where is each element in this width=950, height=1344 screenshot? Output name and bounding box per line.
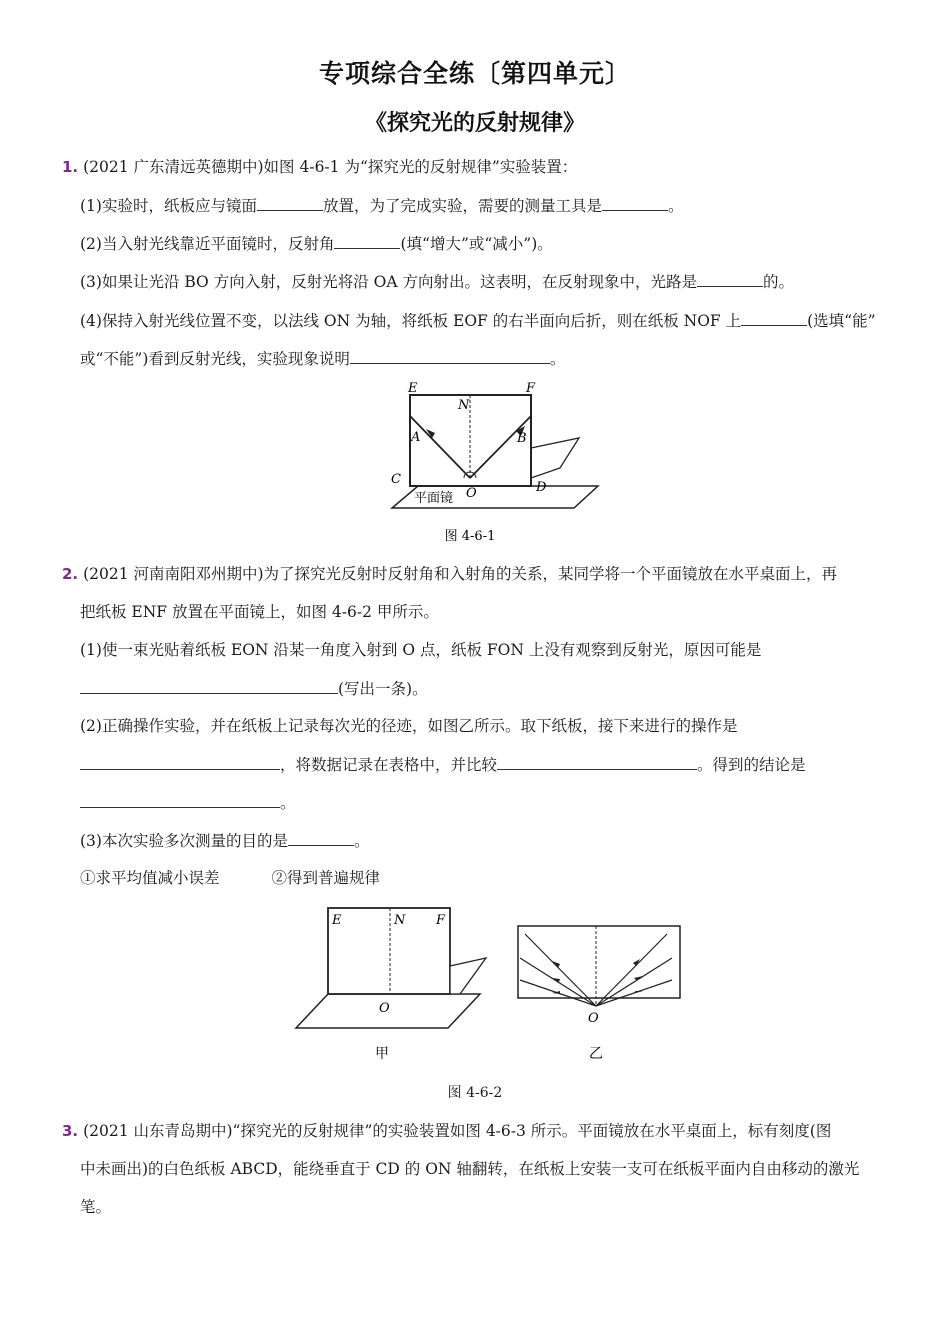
q1-p1-blank2[interactable] xyxy=(602,194,668,211)
folded-right-half xyxy=(531,438,579,478)
q2-p2-blank3[interactable] xyxy=(80,791,280,808)
q2-number: 2. xyxy=(62,565,79,583)
page-title: 专项综合全练〔第四单元〕 xyxy=(318,59,631,88)
q2-stem-b: 把纸板 ENF 放置在平面镜上，如图 4-6-2 甲所示。 xyxy=(80,603,439,621)
q2-stem xyxy=(62,563,837,585)
fig2-label-e: E xyxy=(332,913,342,928)
fig2-label-f: F xyxy=(436,913,446,928)
q2-option-1: ①求平均值减小误差 xyxy=(80,869,220,887)
q2-options xyxy=(80,867,380,889)
q2-p1-blank[interactable] xyxy=(80,677,338,694)
figure-4-6-1 xyxy=(380,378,600,548)
fig1-label-o: O xyxy=(466,486,477,501)
figure-4-6-2-caption: 图 4-6-2 xyxy=(447,1085,503,1101)
q1-p4-text-b: (选填“能” xyxy=(807,312,876,330)
q2-part1: (1)使一束光贴着纸板 EON 沿某一角度入射到 O 点，纸板 FON 上没有观察到反射光，原因可能是 xyxy=(80,641,762,659)
q1-p2-blank[interactable] xyxy=(334,232,400,249)
figure-4-6-1-caption: 图 4-6-1 xyxy=(444,529,496,544)
q2-p2-blank1[interactable] xyxy=(80,753,280,770)
q3-number: 3. xyxy=(62,1122,79,1140)
q2-p3-end: 。 xyxy=(353,832,370,850)
figure-jia xyxy=(296,908,486,1062)
q2-p2-text-d: 。 xyxy=(280,794,296,812)
fig1-label-a: A xyxy=(411,430,421,445)
q1-part2 xyxy=(80,232,553,255)
q2-p1-text-b: (写出一条)。 xyxy=(338,680,428,698)
q2-stem-text-a: (2021 河南南阳邓州期中)为了探究光反射时反射角和入射角的关系，某同学将一个平面镜放在水平桌面上，再 xyxy=(83,565,838,583)
q2-p2-text-c: 。得到的结论是 xyxy=(697,756,806,774)
q1-p4-text-d: 。 xyxy=(549,350,566,368)
fig1-label-e: E xyxy=(408,381,418,396)
q1-part4 xyxy=(80,309,876,332)
q1-p3-text-b: 的。 xyxy=(762,273,794,291)
q1-p1-text-b: 放置，为了完成实验，需要的测量工具是 xyxy=(322,197,602,215)
q1-p3-text-a: (3)如果让光沿 BO 方向入射，反射光将沿 OA 方向射出。这表明，在反射现象中，光路是 xyxy=(80,273,697,291)
fig2-label-o-jia: O xyxy=(379,1001,390,1016)
fig1-label-n: N xyxy=(458,398,470,413)
q2-option-2: ②得到普遍规律 xyxy=(271,869,381,887)
q3-line2: 中未画出)的白色纸板 ABCD，能绕垂直于 CD 的 ON 轴翻转，在纸板上安装一支可在纸板平面内自由移动的激光 xyxy=(80,1160,860,1178)
figure-4-6-2 xyxy=(290,898,690,1068)
q1-p3-blank[interactable] xyxy=(697,270,763,287)
fig2-label-n: N xyxy=(394,913,406,928)
q2-part2-cont xyxy=(80,753,806,776)
q1-part1 xyxy=(80,194,684,217)
q2-p3-blank[interactable] xyxy=(288,829,354,846)
fig2-label-o-yi: O xyxy=(588,1011,599,1026)
q2-part3 xyxy=(80,829,369,852)
fig1-label-c: C xyxy=(391,472,401,487)
q1-p2-text-a: (2)当入射光线靠近平面镜时，反射角 xyxy=(80,235,335,253)
q1-p4-text-c: 或“不能”)看到反射光线，实验现象说明 xyxy=(80,350,350,368)
q1-p4-text-a: (4)保持入射光线位置不变，以法线 ON 为轴，将纸板 EOF 的右半面向后折，则在纸板 NOF 上 xyxy=(80,312,742,330)
q1-stem xyxy=(62,156,577,178)
q1-p4-blank1[interactable] xyxy=(741,309,807,326)
q1-p2-text-b: (填“增大”或“减小”)。 xyxy=(400,235,553,253)
fig1-label-b: B xyxy=(517,431,527,446)
q2-part2-end xyxy=(80,791,296,814)
q1-p1-text-c: 。 xyxy=(667,197,684,215)
q2-part1-cont xyxy=(80,677,428,700)
q1-p4-blank2[interactable] xyxy=(350,347,550,364)
q3-stem xyxy=(62,1120,831,1142)
page-subtitle: 《探究光的反射规律》 xyxy=(364,111,585,136)
q1-stem-text: (2021 广东清远英德期中)如图 4-6-1 为“探究光的反射规律”实验装置： xyxy=(83,158,578,176)
q3-line3: 笔。 xyxy=(80,1198,112,1216)
q1-p1-text-a: (1)实验时，纸板应与镜面 xyxy=(80,197,257,215)
q3-line1: (2021 山东青岛期中)“探究光的反射规律”的实验装置如图 4-6-3 所示。平面镜放在水平桌面上，标有刻度(图 xyxy=(83,1122,832,1140)
fig1-label-mirror: 平面镜 xyxy=(414,491,454,506)
q1-p1-blank1[interactable] xyxy=(257,194,323,211)
fig1-label-d: D xyxy=(536,480,547,495)
q1-number: 1. xyxy=(62,158,79,176)
q2-p2-text-b: ，将数据记录在表格中，并比较 xyxy=(280,756,498,774)
figure-yi xyxy=(518,926,680,1062)
q2-p2-blank2[interactable] xyxy=(497,753,697,770)
fig2-label-yi: 乙 xyxy=(589,1046,603,1062)
q2-part2: (2)正确操作实验，并在纸板上记录每次光的径迹，如图乙所示。取下纸板，接下来进行的操作是 xyxy=(80,717,738,735)
q1-part3 xyxy=(80,270,794,293)
q1-part4-cont xyxy=(80,347,565,370)
q2-p3-text: (3)本次实验多次测量的目的是 xyxy=(80,832,288,850)
fig2-label-jia: 甲 xyxy=(375,1046,389,1062)
fig1-label-f: F xyxy=(526,381,536,396)
